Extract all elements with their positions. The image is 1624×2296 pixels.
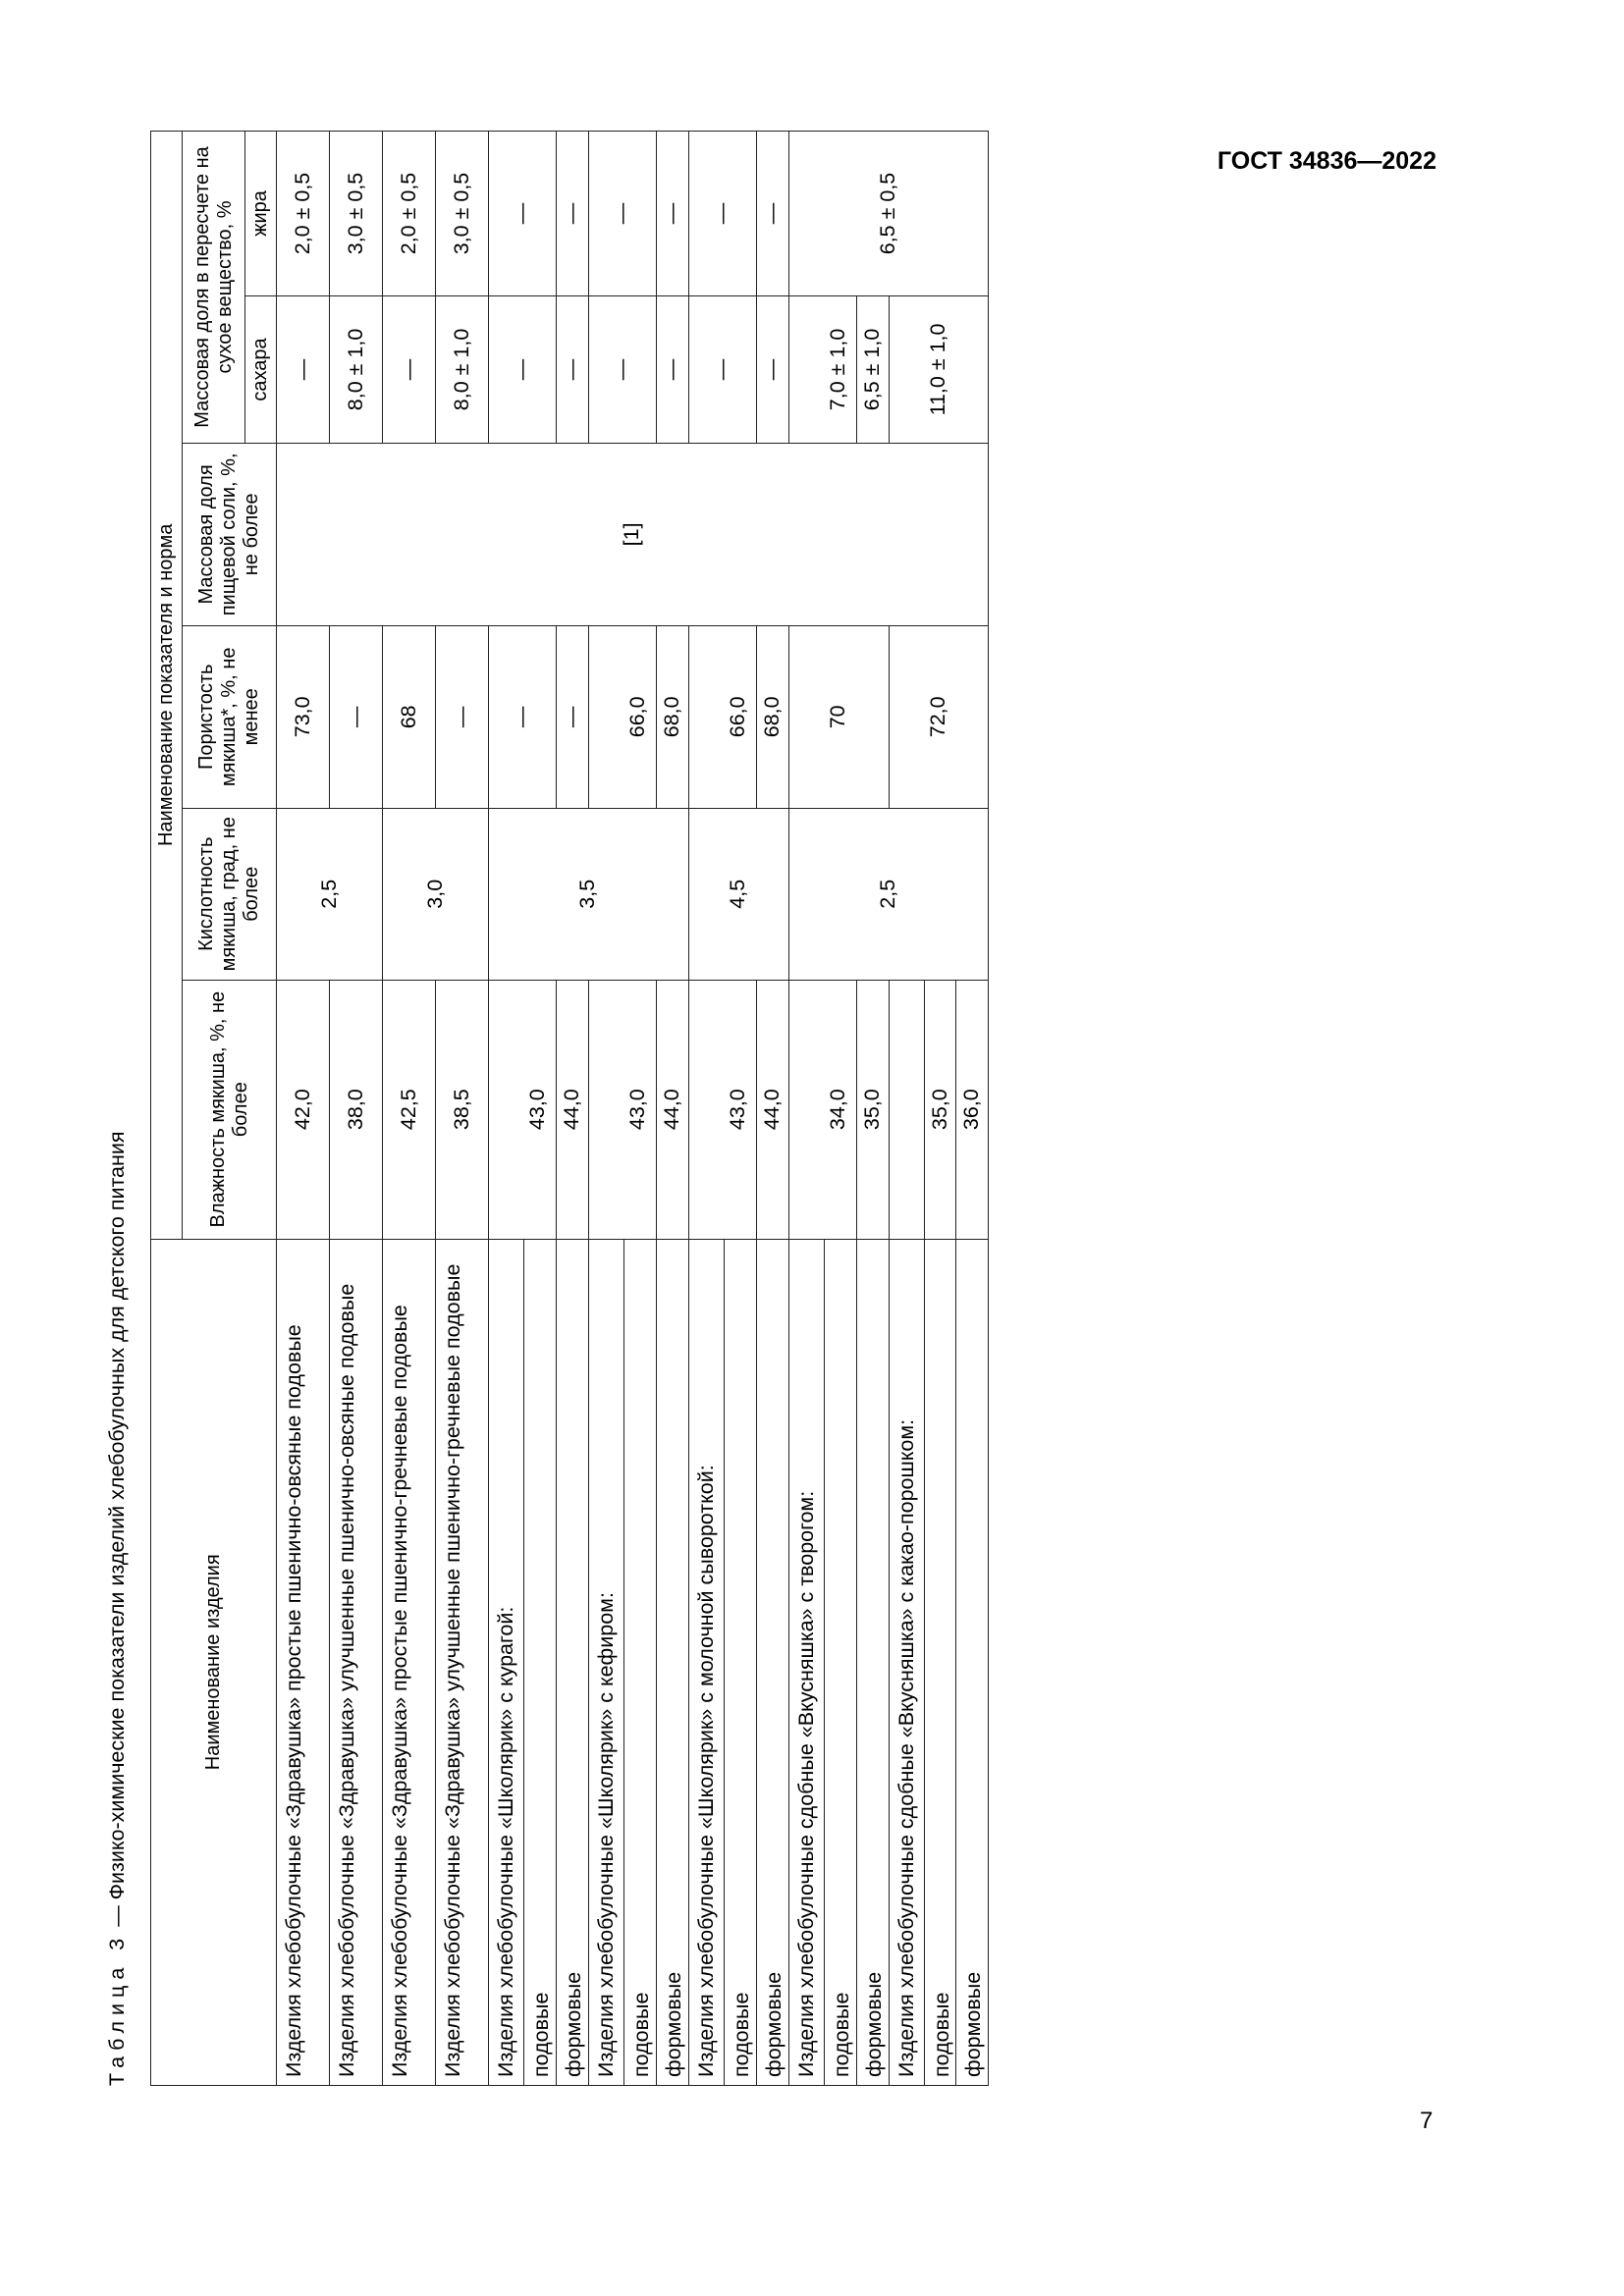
table-row	[277, 132, 330, 2086]
product-subtype: подовые	[824, 1239, 856, 2085]
porosity-value: —	[556, 625, 588, 808]
acidity-value: 3,5	[489, 808, 689, 980]
acidity-value: 4,5	[688, 808, 788, 980]
fat-value: —	[588, 132, 656, 296]
sugar-value: —	[383, 295, 436, 443]
header-sugar: сахара	[245, 295, 277, 443]
table-caption	[104, 1131, 132, 2086]
product-subtype: формовые	[656, 1239, 688, 2085]
moisture-value: 35,0	[856, 980, 889, 1239]
sugar-value: 8,0 ± 1,0	[330, 295, 383, 443]
sugar-value: —	[277, 295, 330, 443]
porosity-value: 66,0	[688, 625, 756, 808]
fat-value: —	[556, 132, 588, 296]
product-name: Изделия хлебобулочные «Здравушка» простые пшенично-овсяные подовые	[277, 1239, 330, 2085]
acidity-value: 2,5	[788, 808, 989, 980]
product-subtype: формовые	[756, 1239, 788, 2085]
product-group-name: Изделия хлебобулочные «Школярик» с молочной сывороткой:	[688, 1239, 724, 2085]
product-subtype: формовые	[856, 1239, 889, 2085]
header-porosity: Пористость мякиша*, %, не менее	[183, 625, 277, 808]
page-number: 7	[1420, 2108, 1434, 2134]
product-subtype: подовые	[524, 1239, 557, 2085]
moisture-value: 44,0	[656, 980, 688, 1239]
product-name: Изделия хлебобулочные «Здравушка» улучшенные пшенично-овсяные подовые	[330, 1239, 383, 2085]
moisture-value: 34,0	[788, 980, 856, 1239]
table-row	[330, 132, 383, 2086]
porosity-value: 70	[788, 625, 889, 808]
sugar-value: 8,0 ± 1,0	[436, 295, 489, 443]
sugar-value: 11,0 ± 1,0	[889, 295, 989, 443]
porosity-value: 73,0	[277, 625, 330, 808]
table-row	[383, 132, 436, 2086]
sugar-value: —	[556, 295, 588, 443]
acidity-value: 2,5	[277, 808, 383, 980]
table-caption-dash: —	[105, 1899, 129, 1933]
sugar-value: —	[756, 295, 788, 443]
sugar-value: —	[656, 295, 688, 443]
table-caption-title: Физико-химические показатели изделий хлебобулочных для детского питания	[105, 1131, 129, 1900]
fat-value: 3,0 ± 0,5	[330, 132, 383, 296]
fat-value: —	[489, 132, 557, 296]
table-3	[150, 131, 989, 2086]
moisture-value: 38,5	[436, 980, 489, 1239]
table-row	[489, 132, 524, 2086]
porosity-value: 66,0	[588, 625, 656, 808]
product-group-name: Изделия хлебобулочные сдобные «Вкусняшка» с творогом:	[788, 1239, 824, 2085]
table-row	[656, 132, 688, 2086]
fat-value: 2,0 ± 0,5	[277, 132, 330, 296]
table-row	[788, 132, 824, 2086]
header-product-name: Наименование изделия	[151, 1239, 277, 2085]
fat-value: 2,0 ± 0,5	[383, 132, 436, 296]
porosity-value: 68,0	[756, 625, 788, 808]
fat-value: —	[656, 132, 688, 296]
header-acidity: Кислотность мякиша, град, не более	[183, 808, 277, 980]
moisture-value: 43,0	[489, 980, 557, 1239]
fat-value: —	[688, 132, 756, 296]
header-mass-dry: Массовая доля в пересчете на сухое вещество, %	[183, 132, 245, 444]
product-subtype: подовые	[924, 1239, 956, 2085]
table-row	[756, 132, 788, 2086]
moisture-empty	[889, 980, 924, 1239]
product-group-name: Изделия хлебобулочные сдобные «Вкусняшка» с какао-порошком:	[889, 1239, 924, 2085]
rotated-table-page	[104, 131, 1358, 2086]
sugar-value: —	[489, 295, 557, 443]
header-moisture: Влажность мякиша, %, не более	[183, 980, 277, 1239]
fat-value: —	[756, 132, 788, 296]
porosity-value: —	[330, 625, 383, 808]
porosity-value: 68,0	[656, 625, 688, 808]
moisture-value: 42,0	[277, 980, 330, 1239]
product-name: Изделия хлебобулочные «Здравушка» улучшенные пшенично-гречневые подовые	[436, 1239, 489, 2085]
moisture-value: 44,0	[556, 980, 588, 1239]
product-group-name: Изделия хлебобулочные «Школярик» с курагой:	[489, 1239, 524, 2085]
header-salt: Массовая доля пищевой соли, %, не более	[183, 443, 277, 625]
table-row	[588, 132, 623, 2086]
moisture-value: 35,0	[924, 980, 956, 1239]
table-row	[556, 132, 588, 2086]
porosity-value: —	[436, 625, 489, 808]
porosity-value: —	[489, 625, 557, 808]
product-name: Изделия хлебобулочные «Здравушка» простые пшенично-гречневые подовые	[383, 1239, 436, 2085]
sugar-value: 6,5 ± 1,0	[856, 295, 889, 443]
porosity-value: 68	[383, 625, 436, 808]
table-row	[436, 132, 489, 2086]
product-subtype: формовые	[956, 1239, 989, 2085]
product-group-name: Изделия хлебобулочные «Школярик» с кефиром:	[588, 1239, 623, 2085]
header-indicators: Наименование показателя и норма	[151, 132, 183, 1240]
standard-number: ГОСТ 34836—2022	[1217, 147, 1436, 175]
product-subtype: подовые	[623, 1239, 656, 2085]
sugar-value: —	[688, 295, 756, 443]
header-fat: жира	[245, 132, 277, 296]
moisture-value: 44,0	[756, 980, 788, 1239]
fat-value: 6,5 ± 0,5	[788, 132, 989, 296]
moisture-value: 36,0	[956, 980, 989, 1239]
moisture-value: 43,0	[688, 980, 756, 1239]
sugar-value: —	[588, 295, 656, 443]
moisture-value: 43,0	[588, 980, 656, 1239]
moisture-value: 42,5	[383, 980, 436, 1239]
moisture-value: 38,0	[330, 980, 383, 1239]
porosity-value: 72,0	[889, 625, 989, 808]
acidity-value: 3,0	[383, 808, 489, 980]
fat-value: 3,0 ± 0,5	[436, 132, 489, 296]
table-caption-label: Таблица 3	[105, 1932, 129, 2086]
sugar-value: 7,0 ± 1,0	[788, 295, 856, 443]
product-subtype: формовые	[556, 1239, 588, 2085]
product-subtype: подовые	[724, 1239, 756, 2085]
table-row	[889, 132, 924, 2086]
salt-value: [1]	[277, 443, 989, 625]
table-row	[688, 132, 724, 2086]
table-row	[856, 132, 889, 2086]
